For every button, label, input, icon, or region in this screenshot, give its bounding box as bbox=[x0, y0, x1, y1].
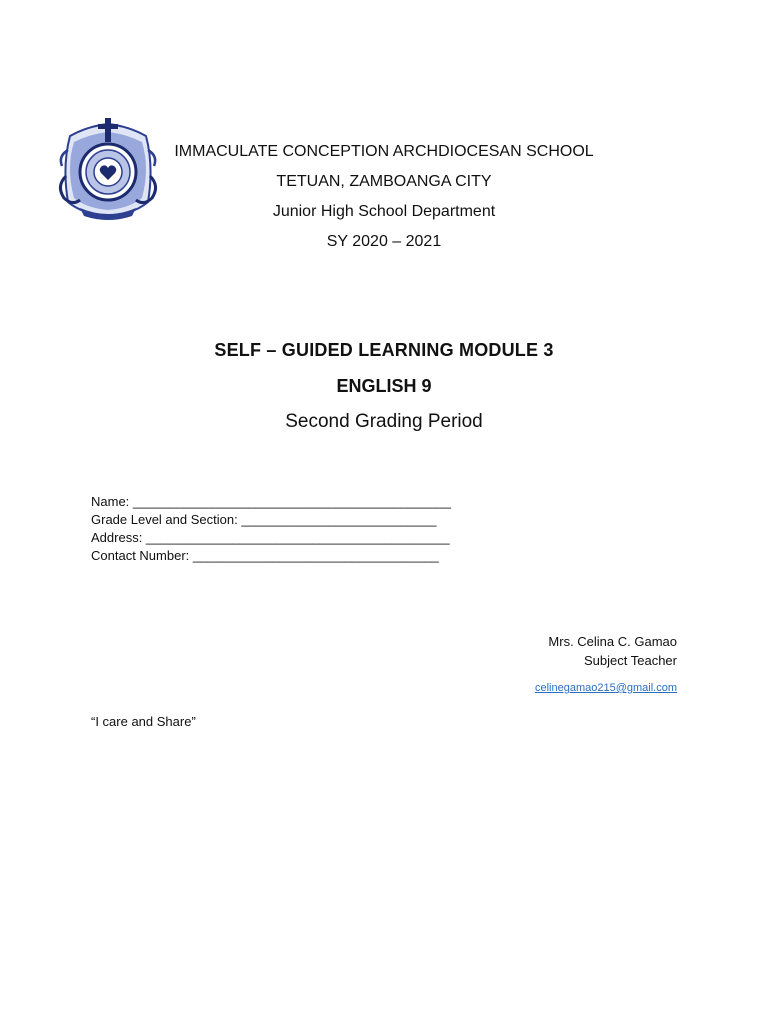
contact-number-field: Contact Number: __________________________________ bbox=[91, 548, 439, 563]
teacher-role: Subject Teacher bbox=[584, 653, 677, 668]
school-motto: “I care and Share” bbox=[91, 714, 196, 729]
teacher-name: Mrs. Celina C. Gamao bbox=[548, 634, 677, 649]
subject-title: ENGLISH 9 bbox=[336, 376, 432, 396]
grading-period: Second Grading Period bbox=[285, 411, 483, 432]
teacher-block bbox=[548, 632, 677, 670]
teacher-email-link[interactable]: celinegamao215@gmail.com bbox=[534, 682, 677, 694]
school-header bbox=[100, 137, 668, 257]
student-info-fields bbox=[91, 493, 451, 565]
school-department: Junior High School Department bbox=[272, 203, 496, 220]
grade-section-field: Grade Level and Section: ___________________________ bbox=[91, 512, 437, 527]
module-title: SELF – GUIDED LEARNING MODULE 3 bbox=[214, 340, 554, 360]
school-year: SY 2020 – 2021 bbox=[326, 233, 442, 250]
school-location: TETUAN, ZAMBOANGA CITY bbox=[276, 173, 492, 190]
name-field: Name: ____________________________________________ bbox=[91, 494, 452, 509]
address-field: Address: __________________________________________ bbox=[91, 530, 450, 545]
school-name: IMMACULATE CONCEPTION ARCHDIOCESAN SCHOOL bbox=[174, 143, 594, 160]
